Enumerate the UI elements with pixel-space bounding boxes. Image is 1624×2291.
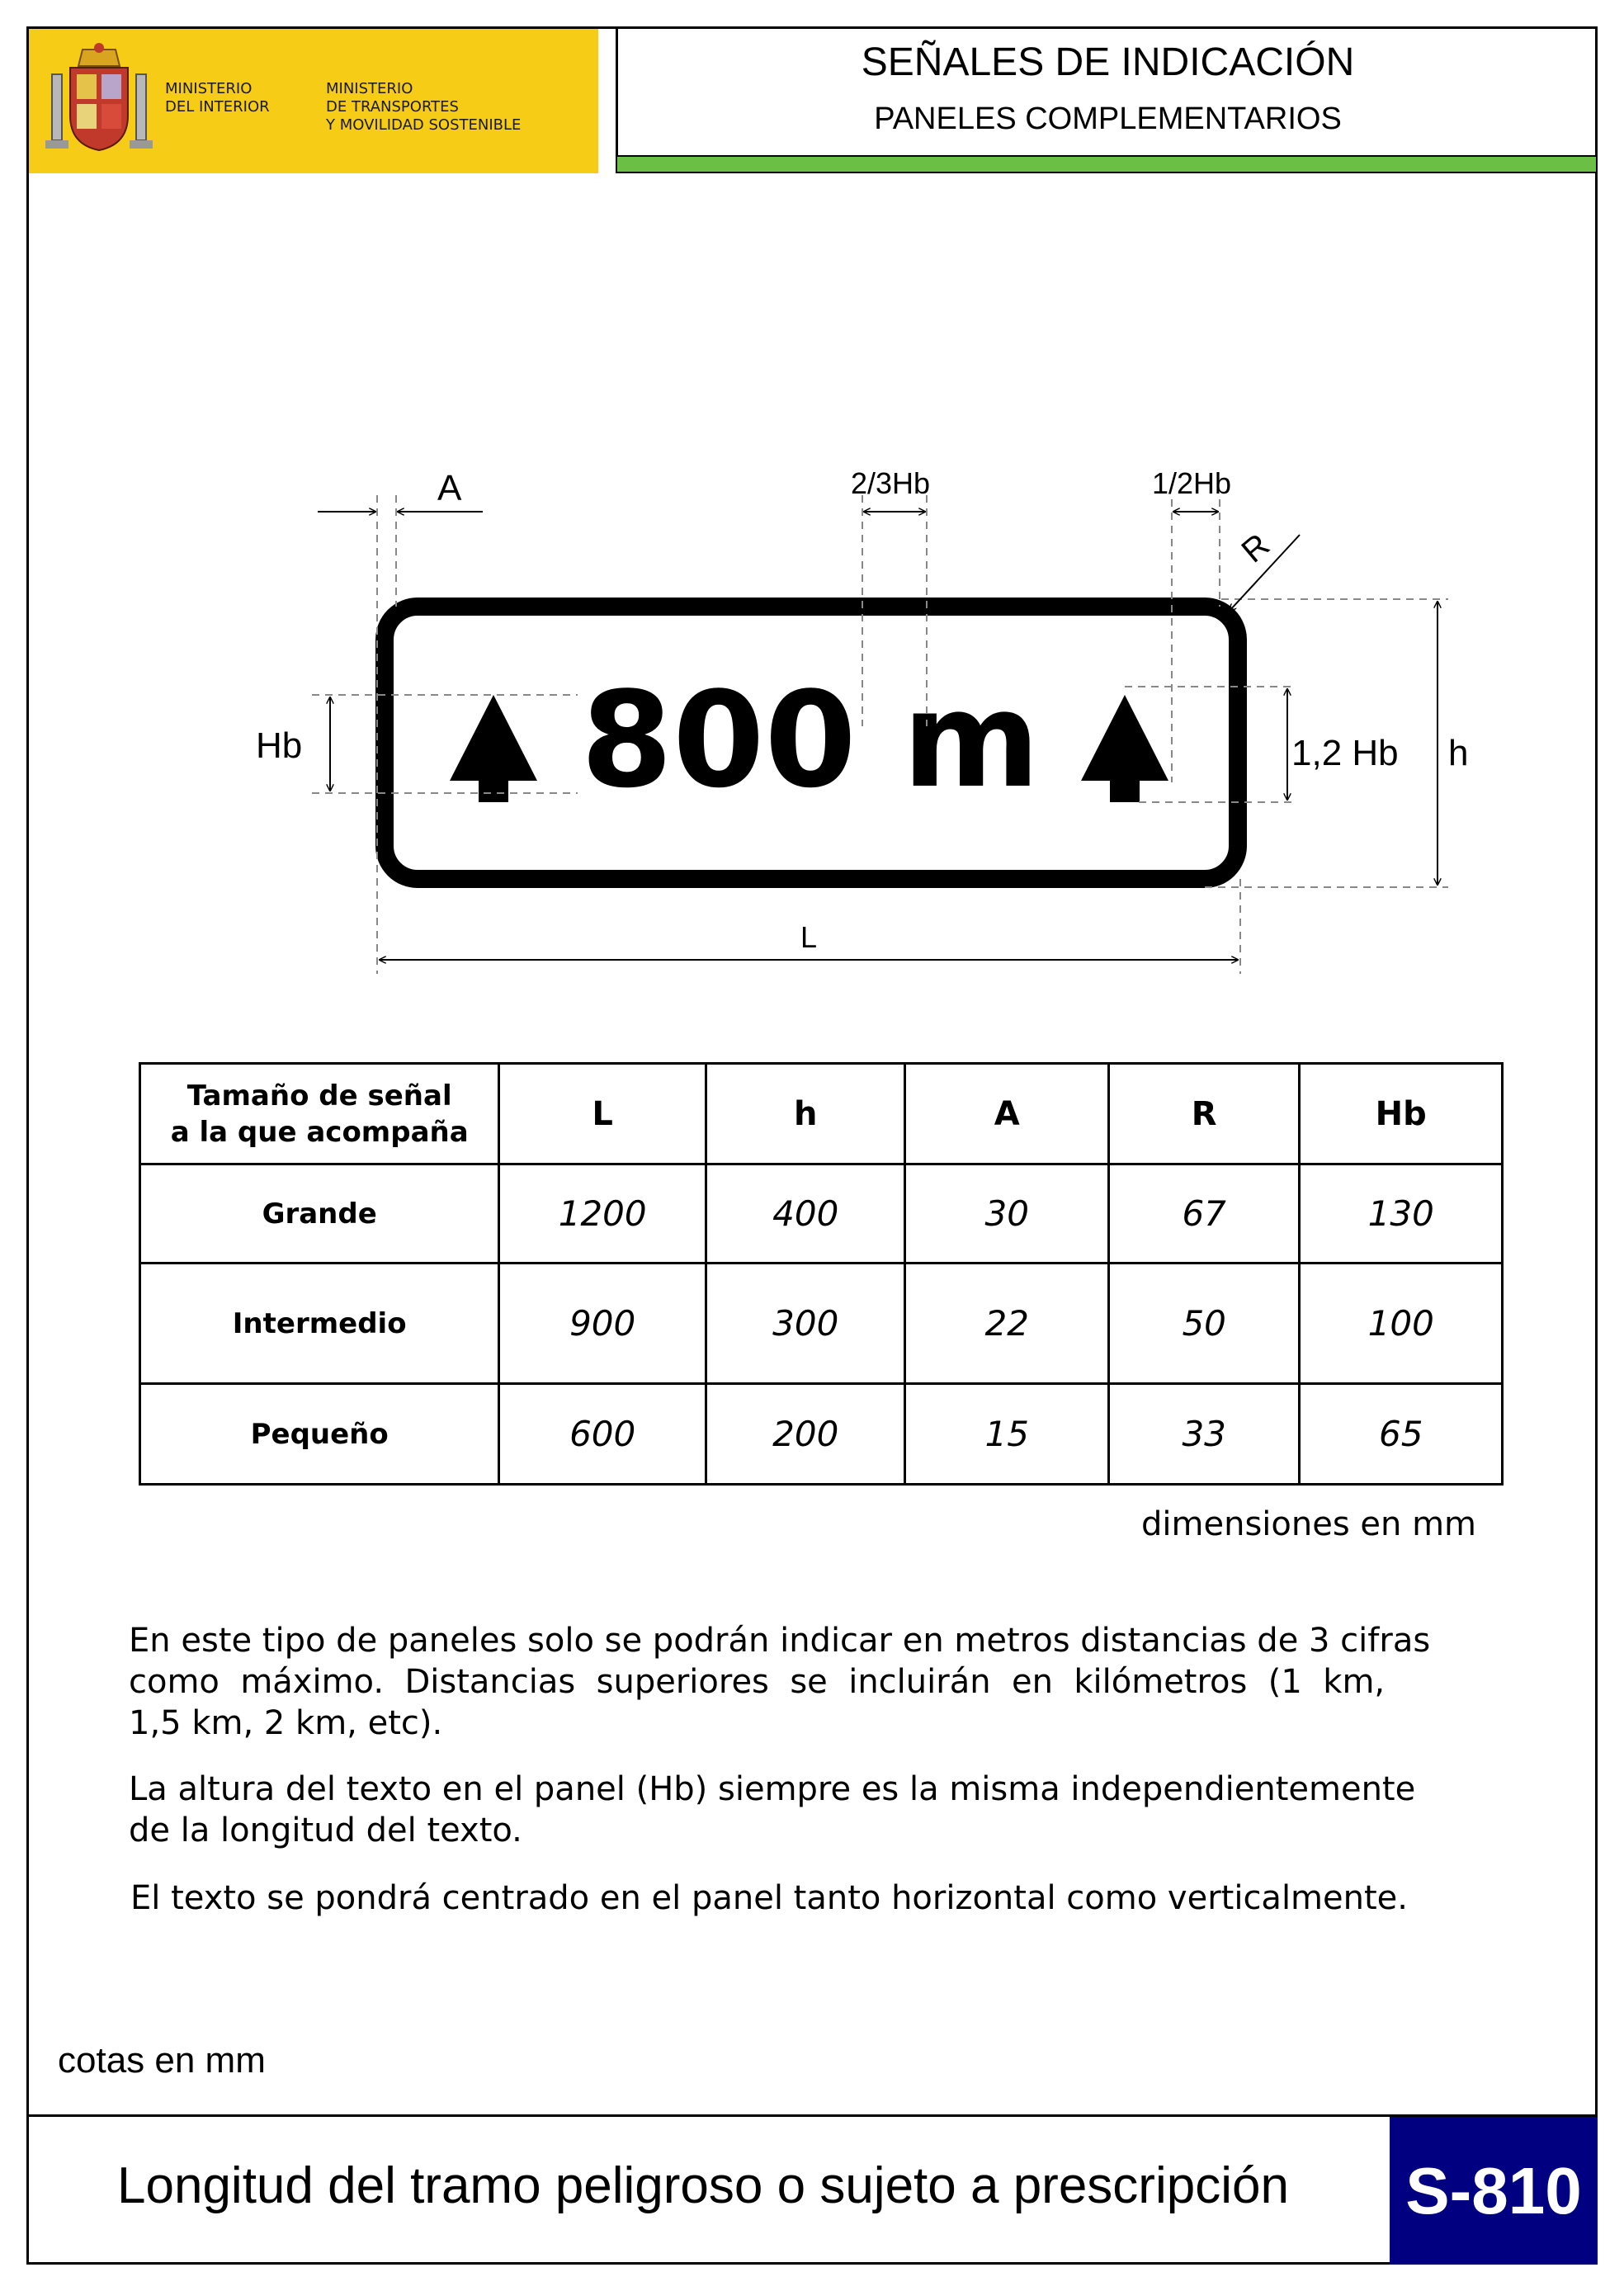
header-size-line1: Tamaño de señal [186,1079,452,1112]
row-label: Pequeño [140,1384,499,1485]
footer [26,2114,1598,2265]
label-two-thirds-hb: 2/3Hb [851,466,931,500]
column-header: Hb [1300,1064,1503,1164]
table-cell: 300 [706,1264,905,1384]
notes-paragraph-2 [129,1769,1464,1851]
row-label: Grande [140,1164,499,1264]
table-row [140,1384,1503,1485]
label-half-hb: 1/2Hb [1152,466,1232,500]
table-cell: 65 [1300,1384,1503,1485]
notes-paragraph-1 [129,1620,1464,1744]
ministry-transport-line3: Y MOVILIDAD SOSTENIBLE [326,116,522,134]
label-L: L [800,920,818,954]
panel-text: 800 m [580,663,1041,817]
column-header: L [499,1064,706,1164]
table-cell: 50 [1108,1264,1299,1384]
table-row [140,1164,1503,1264]
notes-p2-line1: La altura del texto en el panel (Hb) siempre es la misma independientemente [129,1770,1416,1808]
notes-p1-line3: 1,5 km, 2 km, etc). [129,1704,443,1742]
ministry-transport-line1: MINISTERIO [326,80,413,97]
table-cell: 600 [499,1384,706,1485]
table-row [140,1264,1503,1384]
table-cell: 1200 [499,1164,706,1264]
label-A: A [437,468,462,508]
table-cell: 15 [905,1384,1108,1485]
page-subtitle: PANELES COMPLEMENTARIOS [874,102,1342,136]
table-cell: 22 [905,1264,1108,1384]
column-header: R [1108,1064,1299,1164]
panel-diagram [0,0,1624,1015]
sign-code-badge: S-810 [1390,2117,1598,2265]
header-size-line2: a la que acompaña [170,1115,469,1149]
label-Hb: Hb [256,725,303,766]
notes-p2-line2: de la longitud del texto. [129,1812,522,1849]
table-cell: 100 [1300,1264,1503,1384]
table-cell: 30 [905,1164,1108,1264]
row-label: Intermedio [140,1264,499,1384]
table-cell: 200 [706,1384,905,1485]
table-cell: 400 [706,1164,905,1264]
table-cell: 130 [1300,1164,1503,1264]
header-size-cell [140,1064,499,1164]
table-header-row [140,1064,1503,1164]
ministry-interior-line2: DEL INTERIOR [165,98,270,116]
notes-p3-line1: El texto se pondrá centrado en el panel tanto horizontal como verticalmente. [130,1879,1408,1917]
units-note: dimensiones en mm [1141,1505,1476,1543]
table-cell: 900 [499,1264,706,1384]
ministry-transport-line2: DE TRANSPORTES [326,98,459,116]
cotas-note: cotas en mm [58,2040,266,2081]
notes-p1-line1: En este tipo de paneles solo se podrán indicar en metros distancias de 3 cifras [129,1622,1431,1660]
ministry-interior-line1: MINISTERIO [165,80,253,97]
notes-paragraph-3 [130,1878,1466,1919]
table-cell: 33 [1108,1384,1299,1485]
column-header: h [706,1064,905,1164]
label-1-2-hb: 1,2 Hb [1291,733,1399,773]
label-R: R [1235,527,1277,570]
dimensions-table [139,1062,1504,1486]
page-title: SEÑALES DE INDICACIÓN [861,40,1355,84]
column-header: A [905,1064,1108,1164]
notes-p1-line2: como máximo. Distancias superiores se incluirán en kilómetros (1 km, [129,1663,1386,1701]
table-cell: 67 [1108,1164,1299,1264]
footer-title: Longitud del tramo peligroso o sujeto a prescripción [117,2157,1289,2214]
label-h: h [1448,733,1469,773]
